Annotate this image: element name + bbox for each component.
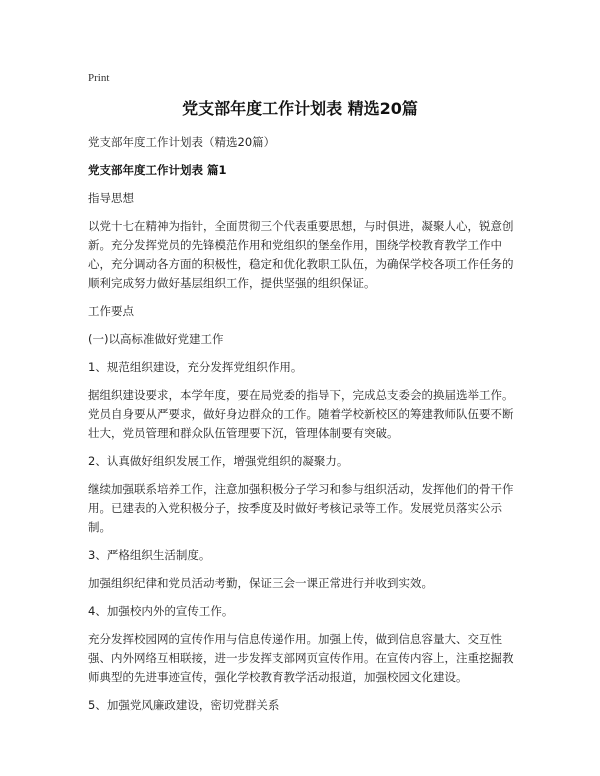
paragraph-part-one-heading: (一)以高标准做好党建工作	[88, 332, 224, 346]
print-link[interactable]: Print	[88, 72, 110, 84]
document-body	[88, 133, 520, 724]
paragraph-guiding-body: 以党十七在精神为指针，全面贯彻三个代表重要思想，与时俱进，凝聚人心，锐意创新。充分发挥党员的先锋模范作用和党组织的堡垒作用，围绕学校教育教学工作中心，充分调动各方面的积极性，稳定和优化教职工队伍，为确保学校各项工作任务的顺利完成努力做好基层组织工作，提供坚强的组织保证。	[88, 219, 514, 290]
paragraph-item-1-heading: 1、规范组织建设，充分发挥党组织作用。	[88, 360, 303, 374]
section-heading: 党支部年度工作计划表 篇1	[88, 163, 227, 177]
paragraph-item-2-heading: 2、认真做好组织发展工作，增强党组织的凝聚力。	[88, 454, 349, 468]
paragraph-item-5-heading: 5、加强党风廉政建设，密切党群关系	[88, 698, 280, 712]
paragraph-item-4-body: 充分发挥校园网的宣传作用与信息传递作用。加强上传，做到信息容量大、交互性强、内外网络互相联接，进一步发挥支部网页宣传作用。在宣传内容上，注重挖掘教师典型的先进事迹宣传，强化学校教育教学活动报道，加强校园文化建设。	[88, 632, 514, 684]
document-title: 党支部年度工作计划表 精选20篇	[182, 99, 418, 118]
paragraph-guiding-heading: 指导思想	[88, 191, 134, 205]
paragraph-item-2-body: 继续加强联系培养工作，注意加强积极分子学习和参与组织活动，发挥他们的骨干作用。已建表的入党积极分子，按季度及时做好考核记录等工作。发展党员落实公示制。	[88, 482, 514, 534]
paragraph-item-4-heading: 4、加强校内外的宣传工作。	[88, 604, 234, 618]
paragraph-item-3-heading: 3、严格组织生活制度。	[88, 548, 211, 562]
paragraph-key-points-heading: 工作要点	[88, 304, 134, 318]
paragraph-item-3-body: 加强组织纪律和党员活动考勤，保证三会一课正常进行并收到实效。	[88, 576, 433, 590]
document-subtitle: 党支部年度工作计划表（精选20篇）	[88, 135, 276, 149]
paragraph-item-1-body: 据组织建设要求，本学年度，要在局党委的指导下，完成总支委会的换届选举工作。党员自身要从严要求，做好身边群众的工作。随着学校新校区的筹建教师队伍要不断壮大，党员管理和群众队伍管理要下沉，管理体制要有突破。	[88, 388, 514, 440]
